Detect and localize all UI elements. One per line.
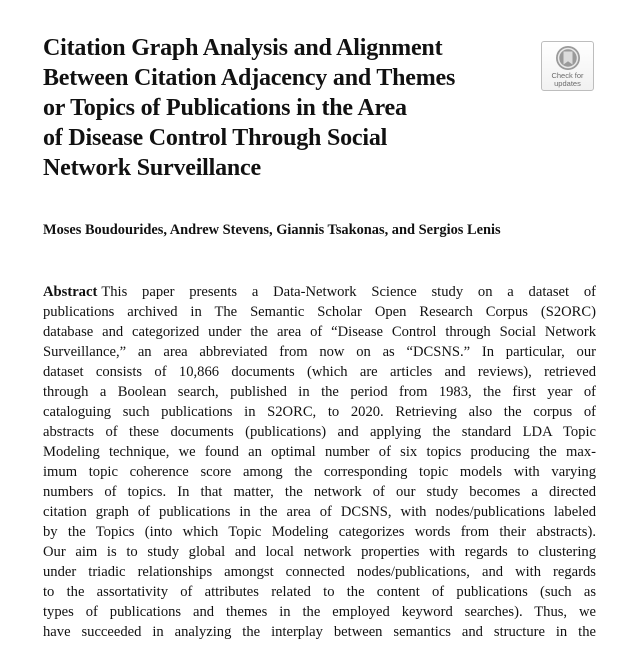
abstract-line: types of publications and themes in the employed keyword searches). Thus, we (43, 604, 596, 620)
abstract-line: Our aim is to study global and local network properties with regards to clustering (43, 544, 596, 560)
badge-label: updates (554, 79, 581, 88)
title-line: or Topics of Publications in the Area (43, 95, 407, 121)
abstract-line: Surveillance,” an area abbreviated from now on as “DCSNS.” In particular, our (43, 344, 596, 360)
abstract-line: database and categorized under the area of “Disease Control through Social Network (43, 324, 596, 340)
abstract-line: publications archived in The Semantic Scholar Open Research Corpus (S2ORC) (43, 304, 596, 320)
title-line: of Disease Control Through Social (43, 125, 388, 151)
abstract-line: citation graph of publications in the area of DCSNS, with nodes/publications labeled (43, 504, 596, 520)
abstract-line: dataset consists of 10,866 documents (which are articles and reviews), retrieved (43, 364, 596, 380)
abstract-line: numbers of topics. In that matter, the network of our study becomes a directed (43, 484, 596, 500)
abstract-line: have succeeded in analyzing the interplay between semantics and structure in the (43, 624, 596, 640)
title-line: Citation Graph Analysis and Alignment (43, 35, 443, 61)
abstract-line: abstracts of these documents (publications) and applying the standard LDA Topic (43, 424, 596, 440)
abstract-line: imum topic coherence score among the corresponding topic models with varying (43, 464, 596, 480)
author-list: Moses Boudourides, Andrew Stevens, Giannis Tsakonas, and Sergios Lenis (43, 222, 501, 238)
abstract-line: cataloguing such publications in S2ORC, to 2020. Retrieving also the corpus of (43, 404, 596, 420)
abstract-line: to the assortativity of attributes related to the content of publications (such as (43, 584, 596, 600)
check-for-updates-badge[interactable] (541, 41, 594, 91)
abstract-line: under triadic relationships amongst connected nodes/publications, and with regards (43, 564, 596, 580)
title-line: Network Surveillance (43, 155, 261, 181)
title-line: Between Citation Adjacency and Themes (43, 65, 456, 91)
abstract (43, 282, 596, 642)
abstract-line: This paper presents a Data-Network Science study on a dataset of (101, 284, 596, 300)
abstract-label: Abstract (43, 284, 98, 300)
check-for-updates-icon (555, 45, 581, 71)
paper-title (43, 33, 523, 183)
badge-label: Check for (551, 71, 584, 80)
abstract-line: by the Topics (into which Topic Modeling categorizes words from their abstracts). (43, 524, 596, 540)
abstract-line: through a Boolean search, published in the period from 1983, the first year of (43, 384, 596, 400)
abstract-line: Modeling technique, we found an optimal number of six topics producing the max- (43, 444, 596, 460)
